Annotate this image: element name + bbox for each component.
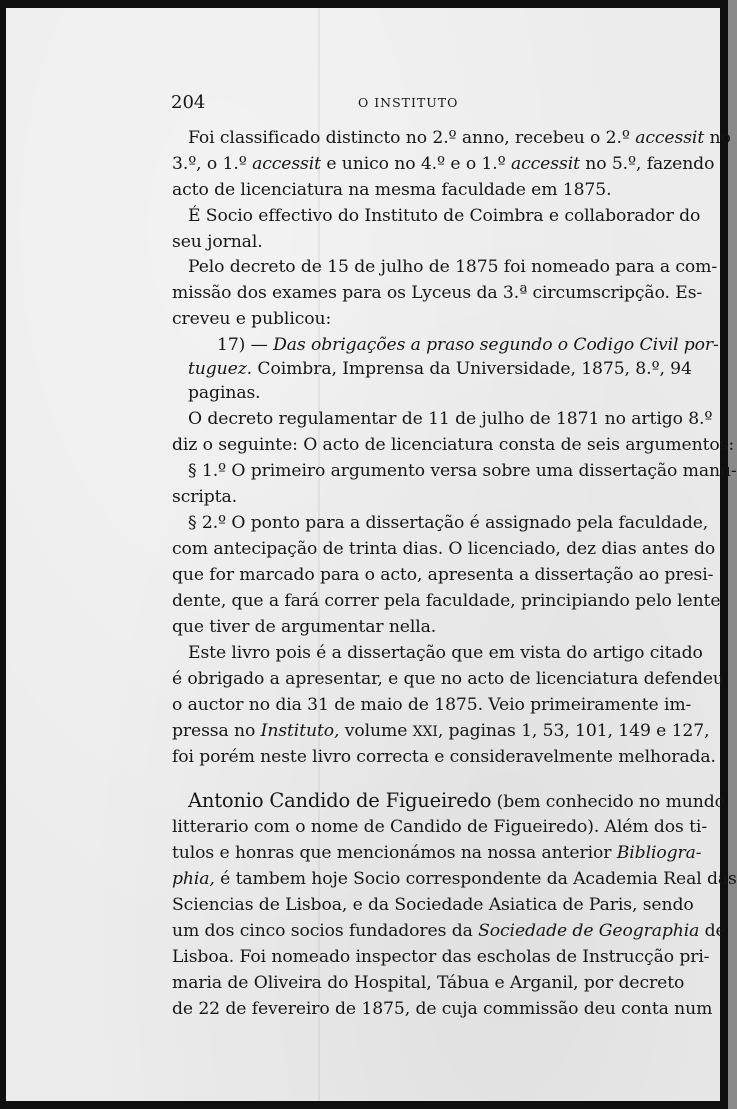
text-line: seu jornal.: [172, 232, 263, 252]
text-line: dente, que a fará correr pela faculdade, principiando pelo lente: [172, 591, 721, 611]
author-name: Antonio Candido de Figueiredo: [188, 789, 492, 812]
text-line: tulos e honras que mencionámos na nossa anterior Bibliogra-: [172, 843, 702, 863]
text-line: Este livro pois é a dissertação que em vista do artigo citado: [188, 643, 703, 663]
text-line: É Socio effectivo do Instituto de Coimbra e collaborador do: [188, 206, 701, 226]
text-line: § 2.º O ponto para a dissertação é assignado pela faculdade,: [188, 513, 709, 533]
text-line: Sciencias de Lisboa, e da Sociedade Asiatica de Paris, sendo: [172, 895, 694, 915]
text-line: paginas.: [188, 383, 261, 403]
running-header: [171, 92, 646, 116]
text-line: Pelo decreto de 15 de julho de 1875 foi nomeado para a com-: [188, 257, 718, 277]
text-line: acto de licenciatura na mesma faculdade em 1875.: [172, 180, 612, 200]
text-line: um dos cinco socios fundadores da Sociedade de Geographia de: [172, 921, 726, 941]
text-line: tuguez. Coimbra, Imprensa da Universidade, 1875, 8.º, 94: [188, 359, 692, 379]
text-line: litterario com o nome de Candido de Figueiredo). Além dos ti-: [172, 817, 708, 837]
text-line: com antecipação de trinta dias. O licenciado, dez dias antes do: [172, 539, 716, 559]
author-entry-heading: Antonio Candido de Figueiredo (bem conhecido no mundo: [188, 789, 725, 812]
text-line: missão dos exames para os Lyceus da 3.ª circumscripção. Es-: [172, 283, 703, 303]
text-line: foi porém neste livro correcta e consideravelmente melhorada.: [172, 747, 716, 767]
text-line: O decreto regulamentar de 11 de julho de 1871 no artigo 8.º: [188, 409, 713, 429]
text-line: Foi classificado distincto no 2.º anno, recebeu o 2.º accessit no: [188, 128, 731, 148]
text-line: phia, é tambem hoje Socio correspondente da Academia Real das: [172, 869, 737, 889]
bibliography-entry: 17) — Das obrigações a praso segundo o Codigo Civil por-: [217, 335, 719, 355]
text-line: que tiver de argumentar nella.: [172, 617, 437, 637]
running-title: O INSTITUTO: [358, 95, 459, 110]
text-line: diz o seguinte: O acto de licenciatura consta de seis argumentos:: [172, 435, 735, 455]
page-number: 204: [171, 92, 206, 113]
text-line: de 22 de fevereiro de 1875, de cuja commissão deu conta num: [172, 999, 713, 1019]
text-line: que for marcado para o acto, apresenta a dissertação ao presi-: [172, 565, 714, 585]
text-line: scripta.: [172, 487, 237, 507]
text-line: Lisboa. Foi nomeado inspector das escholas de Instrucção pri-: [172, 947, 710, 967]
text-line: é obrigado a apresentar, e que no acto de licenciatura defendeu: [172, 669, 724, 689]
text-line: 3.º, o 1.º accessit e unico no 4.º e o 1.º accessit no 5.º, fazendo: [172, 154, 715, 174]
text-line: maria de Oliveira do Hospital, Tábua e Arganil, por decreto: [172, 973, 685, 993]
text-line: creveu e publicou:: [172, 309, 332, 329]
text-line: pressa no Instituto, volume XXI, paginas 1, 53, 101, 149 e 127,: [172, 721, 710, 741]
text-line: § 1.º O primeiro argumento versa sobre uma dissertação manu-: [188, 461, 737, 481]
text-line: o auctor no dia 31 de maio de 1875. Veio primeiramente im-: [172, 695, 692, 715]
